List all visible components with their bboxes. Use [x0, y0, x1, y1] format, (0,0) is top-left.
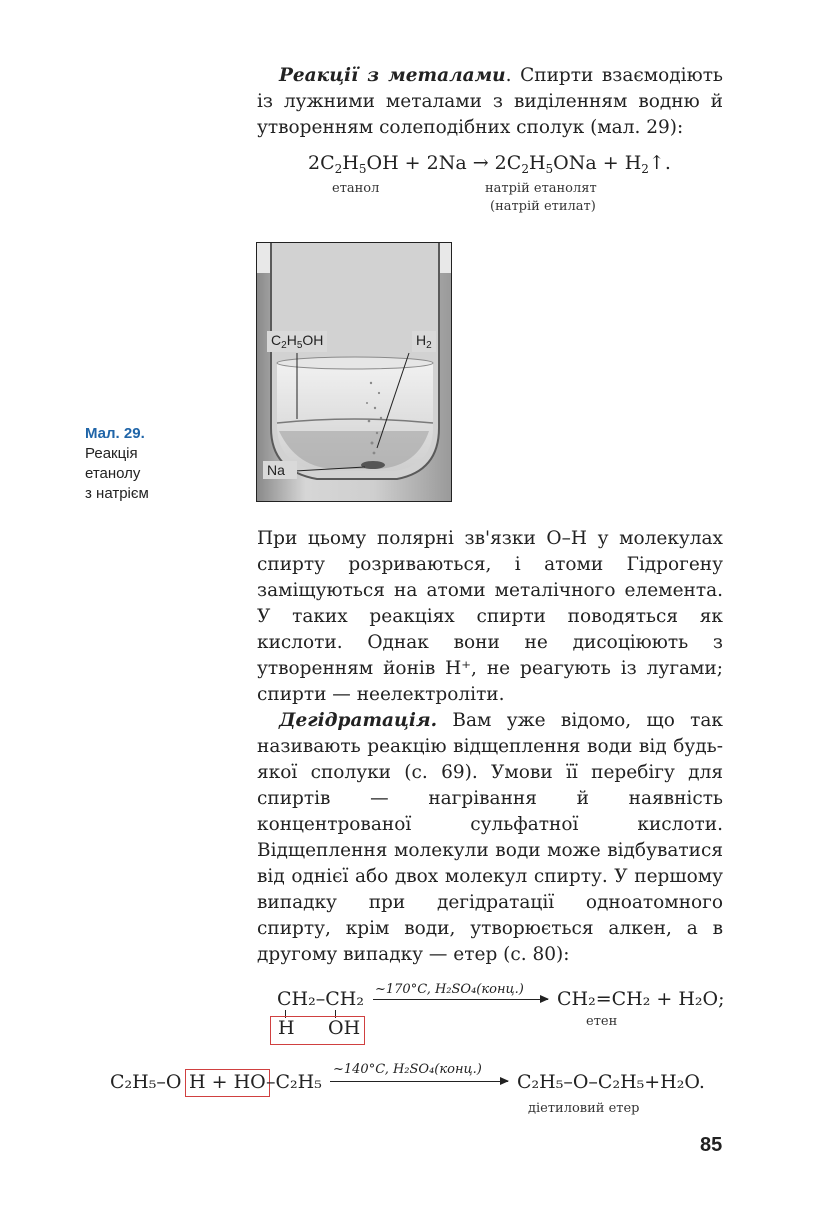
label-sodium-ethylate: (натрій етилат)	[490, 199, 596, 214]
caption-line: з натрієм	[85, 485, 149, 502]
paragraph-polar-bonds: При цьому полярні зв'язки O–H у молекулах спирту розриваються, і атоми Гідрогену заміщуються на атоми металічного елемента. У таких реакціях спирти поводяться як кислоти. Однак вони не дисоціюють з утворенням йонів H⁺, не реагують із лугами; спирти — неелектроліти.	[257, 528, 723, 705]
tag-ethanol: $C_2H_5OH$	[267, 331, 327, 352]
caption-line: етанолу	[85, 465, 141, 482]
tag-hydrogen: $H_2$	[412, 331, 436, 352]
paragraph-metals	[257, 63, 723, 141]
reaction1-reactant: CH₂–CH₂	[277, 988, 364, 1010]
caption-number: Мал. 29.	[85, 425, 145, 442]
figure-caption	[85, 424, 235, 504]
reaction2-condition: ~140°C, H₂SO₄(конц.)	[333, 1062, 482, 1077]
reaction2-left-tail: –C₂H₅	[266, 1071, 322, 1093]
paragraph-dehydration	[257, 708, 723, 968]
label-sodium-ethoxide: натрій етанолят	[485, 181, 597, 196]
label-diethyl-ether: діетиловий етер	[528, 1101, 640, 1116]
reaction1-condition: ~170°C, H₂SO₄(конц.)	[375, 982, 524, 997]
paragraph-dehydration-text: Вам уже відомо, що так називають реакцію відщеплення води від будь-якої сполуки (с. 69). Умови її перебігу для спиртів — нагрівання й наявність концентрованої сульфатної кислоти. Відщеплення молекули води може відбуватися від однієї або двох молекул спирту. У першому випадку при дегідратації одноатомного спирту, крім води, утворюється алкен, а в другому випадку — етер (с. 80):	[257, 710, 723, 965]
photo-ethanol-sodium-reaction	[256, 242, 452, 502]
equation-ethanol-sodium: $2C_2H_5OH + 2Na \to 2C_2H_5ONa$ + $H_2↑$.	[308, 152, 671, 176]
page-number: 85	[700, 1134, 723, 1156]
reaction2-arrow	[330, 1081, 508, 1082]
paragraph-metals-text: . Спирти взаємодіють із лужними металами з виділенням водню й утворенням солеподібних сполук (мал. 29):	[257, 65, 724, 138]
reaction1-arrow	[373, 999, 548, 1000]
label-ethanol: етанол	[332, 181, 380, 196]
reaction2-left: C₂H₅–O	[110, 1071, 182, 1093]
label-ethene: етен	[586, 1014, 618, 1029]
heading-dehydration: Дегідратація.	[279, 710, 438, 731]
tag-sodium: Na	[263, 461, 297, 479]
reaction2-product: C₂H₅–O–C₂H₅+H₂O.	[517, 1071, 705, 1093]
reaction1-product: CH₂=CH₂ + H₂O;	[557, 988, 725, 1010]
heading-metals: Реакції з металами	[279, 65, 506, 86]
caption-line: Реакція	[85, 445, 138, 462]
reaction1-oh: OH	[328, 1017, 361, 1039]
reaction1-h: H	[278, 1017, 295, 1039]
reaction2-boxed: H + HO	[189, 1071, 266, 1093]
